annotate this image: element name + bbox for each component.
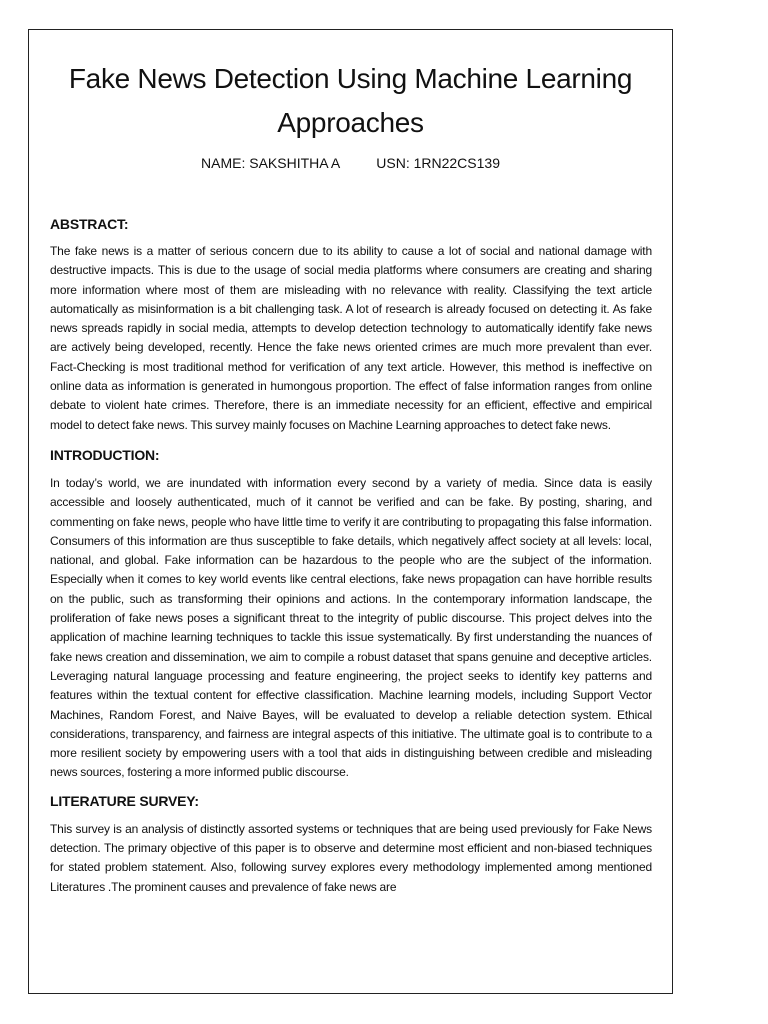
abstract-text: The fake news is a matter of serious concern due to its ability to cause a lot of social and national damage with destructive impacts. This is due to the usage of social media platforms where consumers are creating and sharing more information where most of them are misleading with no relevance with reality. Classifying the text article automatically as misinformation is a bit challenging task. A lot of research is already focused on detecting it. As fake news spreads rapidly in social media, attempts to develop detection technology to automatically identify fake news are actively being developed, recently. Hence the fake news oriented crimes are much more prevalent than ever. Fact-Checking is most traditional method for verification of any text article. However, this method is ineffective on online data as information is generated in humongous proportion. The effect of false information ranges from online debate to violent hate crimes. Therefore, there is an immediate necessity for an efficient, effective and empirical model to detect fake news. This survey mainly focuses on Machine Learning approaches to detect fake news. [50,244,652,432]
literature-survey-heading: LITERATURE SURVEY: [50,792,199,809]
literature-survey-text: This survey is an analysis of distinctly assorted systems or techniques that are being used previously for Fake News detection. The primary objective of this paper is to observe and determine most efficient and non-biased techniques for stated problem statement. Also, following survey explores every methodology implemented among mentioned Literatures .The prominent causes and prevalence of fake news are [50,821,652,894]
introduction-heading: INTRODUCTION: [50,446,160,463]
abstract-heading: ABSTRACT: [50,216,129,232]
introduction-text: In today’s world, we are inundated with information every second by a variety of media. Since data is easily accessible and loosely authenticated, much of it cannot be verified and can be fake. By posting, sharing, and commenting on fake news, people who have little time to verify it are contributing to propagating this false information. Consumers of this information are thus susceptible to fake details, which negatively affect society at all levels: local, national, and global. Fake information can be hazardous to the people who are the subject of the information. Especially when it comes to key world events like central elections, fake news propagation can have horrible results on the public, such as transforming their opinions and actions. In the contemporary information landscape, the proliferation of fake news poses a significant threat to the integrity of public discourse. This project delves into the application of machine learning techniques to tackle this issue systematically. By first understanding the nuances of fake news creation and dissemination, we aim to compile a robust dataset that spans genuine and deceptive articles. Leveraging natural language processing and feature engineering, the project seeks to identify key patterns and features within the textual content for effective classification. Machine learning models, including Support Vector Machines, Random Forest, and Naive Bayes, will be evaluated to develop a reliable detection system. Ethical considerations, transparency, and fairness are integral aspects of this initiative. The ultimate goal is to contribute to a more resilient society by empowering users with a tool that aids in distinguishing between credible and misleading news sources, fostering a more informed public discourse. [50,475,652,780]
author-name: NAME: SAKSHITHA A [201,155,341,171]
document-page [28,29,673,994]
paper-body [50,214,652,897]
author-usn: USN: 1RN22CS139 [376,155,500,171]
paper-title: Fake News Detection Using Machine Learning Approaches [68,63,633,138]
author-line [29,153,672,173]
